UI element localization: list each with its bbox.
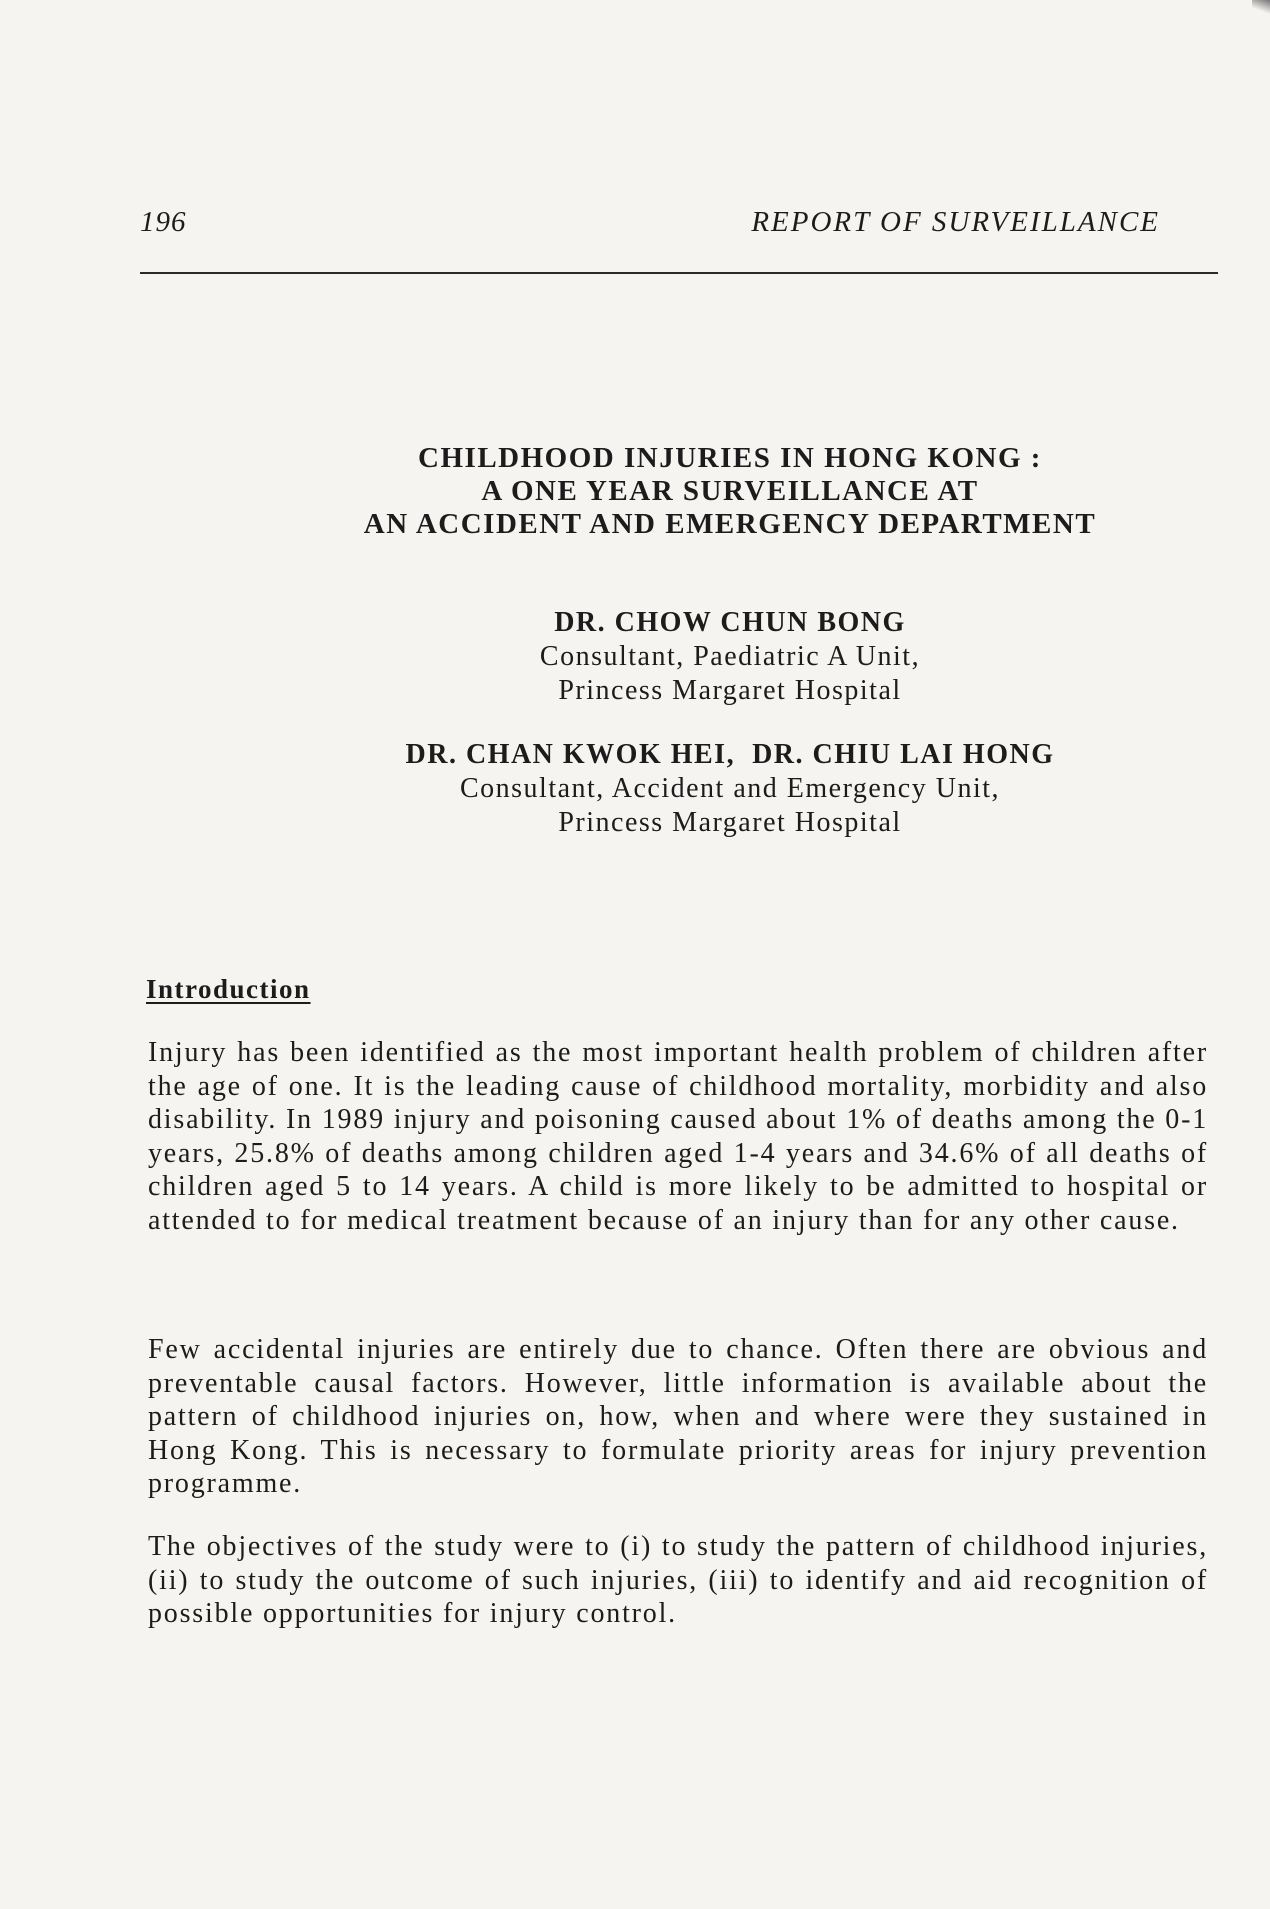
title-line: CHILDHOOD INJURIES IN HONG KONG : [418,442,1042,474]
body-paragraph: The objectives of the study were to (i) to study the pattern of childhood injuries, (ii) to study the outcome of such injuries, (iii) to identify and aid recognition of possible opportunities for injury control. [148,1531,1208,1629]
header-rule [140,272,1218,274]
running-header [140,206,1160,246]
body-paragraph: Few accidental injuries are entirely due to chance. Often there are obvious and preventable causal factors. However, little information is available about the pattern of childhood injuries on, how, when and where were they sustained in Hong Kong. This is necessary to formulate priority areas for injury prevention programme. [148,1334,1208,1499]
author-affiliation: Princess Margaret Hospital [558,807,902,838]
title-line: AN ACCIDENT AND EMERGENCY DEPARTMENT [363,508,1097,540]
author-name: DR. CHAN KWOK HEI, DR. CHIU LAI HONG [405,739,1055,770]
scan-edge-shadow [1252,0,1270,14]
running-title: REPORT OF SURVEILLANCE [751,206,1160,238]
author-affiliation: Consultant, Paediatric A Unit, [539,641,921,672]
author-affiliation: Princess Margaret Hospital [558,675,902,706]
author-name: DR. CHOW CHUN BONG [554,607,906,638]
page-number: 196 [140,206,187,238]
body-paragraph: Injury has been identified as the most important health problem of children after the age of one. It is the leading cause of childhood mortality, morbidity and also disability. In 1989 injury and poisoning caused about 1% of deaths among the 0-1 years, 25.8% of deaths among children aged 1-4 years and 34.6% of all deaths of children aged 5 to 14 years. A child is more likely to be admitted to hospital or attended to for medical treatment because of an injury than for any other cause. [148,1037,1208,1236]
article-title [340,442,1120,541]
author-block [340,738,1120,840]
title-line: A ONE YEAR SURVEILLANCE AT [481,475,979,507]
section-heading-introduction: Introduction [146,974,311,1004]
author-block [340,606,1120,708]
author-affiliation: Consultant, Accident and Emergency Unit, [459,773,1001,804]
